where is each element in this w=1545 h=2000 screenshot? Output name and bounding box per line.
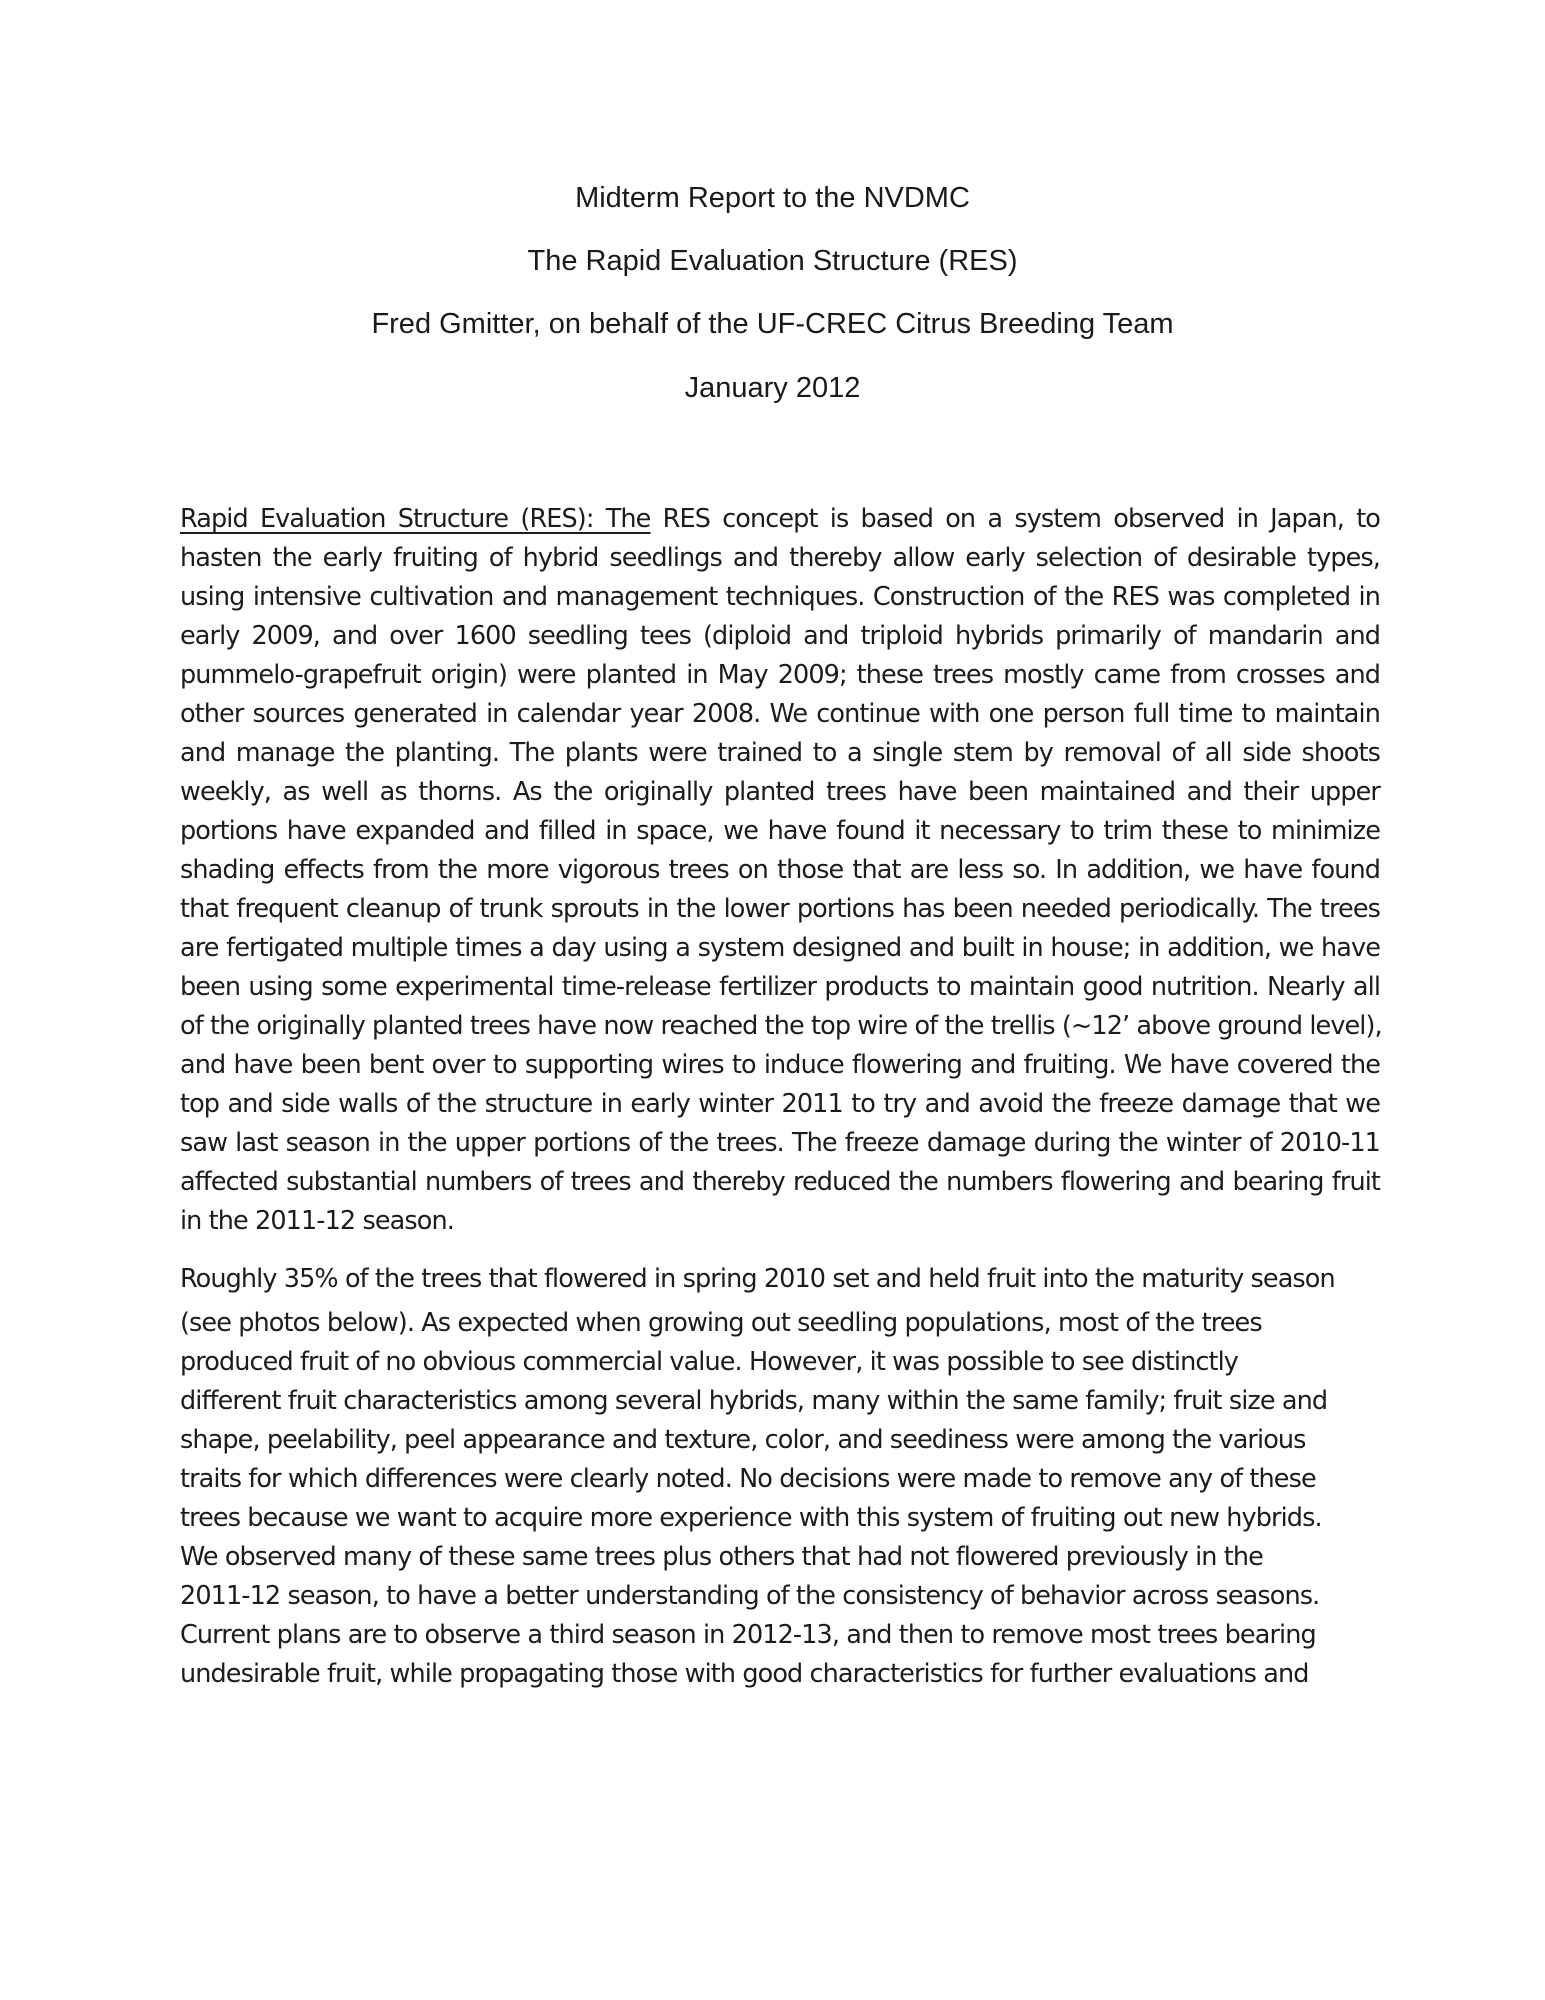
paragraph-line: that frequent cleanup of trunk sprouts in the lower portions has been needed periodically. The trees bbox=[180, 894, 1380, 924]
report-date: January 2012 bbox=[684, 372, 861, 404]
paragraph-line: hasten the early fruiting of hybrid seedlings and thereby allow early selection of desirable types, bbox=[180, 543, 1380, 573]
paragraph-line: are fertigated multiple times a day using a system designed and built in house; in addition, we have bbox=[180, 933, 1380, 963]
report-title: Midterm Report to the NVDMC bbox=[575, 182, 970, 214]
paragraph-line: traits for which differences were clearly noted. No decisions were made to remove any of these bbox=[180, 1464, 1316, 1494]
paragraph-line: produced fruit of no obvious commercial value. However, it was possible to see distinctly bbox=[180, 1347, 1238, 1377]
paragraph-line: affected substantial numbers of trees and thereby reduced the numbers flowering and bearing fruit bbox=[180, 1167, 1380, 1197]
paragraph-line: and manage the planting. The plants were trained to a single stem by removal of all side shoots bbox=[180, 738, 1380, 768]
paragraph-line: saw last season in the upper portions of the trees. The freeze damage during the winter of 2010-11 bbox=[180, 1128, 1380, 1158]
paragraph-line: trees because we want to acquire more experience with this system of fruiting out new hybrids. bbox=[180, 1503, 1322, 1533]
paragraph-line: been using some experimental time-release fertilizer products to maintain good nutrition. Nearly all bbox=[180, 972, 1380, 1002]
paragraph-line: in the 2011-12 season. bbox=[180, 1206, 454, 1236]
paragraph-line: Rapid Evaluation Structure (RES): The RES concept is based on a system observed in Japan, to bbox=[180, 504, 1381, 534]
paragraph-line: shading effects from the more vigorous trees on those that are less so. In addition, we have found bbox=[180, 855, 1380, 885]
paragraph-line: of the originally planted trees have now reached the top wire of the trellis (~12’ above ground level), bbox=[180, 1011, 1382, 1041]
paragraph-line: Roughly 35% of the trees that flowered in spring 2010 set and held fruit into the maturity season bbox=[180, 1264, 1335, 1294]
paragraph-line: shape, peelability, peel appearance and texture, color, and seediness were among the various bbox=[180, 1425, 1306, 1455]
report-subtitle: The Rapid Evaluation Structure (RES) bbox=[527, 245, 1018, 277]
paragraph-line: weekly, as well as thorns. As the originally planted trees have been maintained and their upper bbox=[180, 777, 1380, 807]
paragraph-line: other sources generated in calendar year 2008. We continue with one person full time to maintain bbox=[180, 699, 1380, 729]
paragraph-line: Current plans are to observe a third season in 2012-13, and then to remove most trees bearing bbox=[180, 1620, 1316, 1650]
paragraph-line: 2011-12 season, to have a better understanding of the consistency of behavior across seasons. bbox=[180, 1581, 1320, 1611]
paragraph-line: undesirable fruit, while propagating those with good characteristics for further evaluations and bbox=[180, 1659, 1309, 1689]
paragraph-line: using intensive cultivation and management techniques. Construction of the RES was completed in bbox=[180, 582, 1380, 612]
paragraph-line: early 2009, and over 1600 seedling tees (diploid and triploid hybrids primarily of mandarin and bbox=[180, 621, 1380, 651]
report-author: Fred Gmitter, on behalf of the UF-CREC Citrus Breeding Team bbox=[371, 308, 1174, 340]
paragraph-line: (see photos below). As expected when growing out seedling populations, most of the trees bbox=[180, 1308, 1262, 1338]
paragraph-line: pummelo-grapefruit origin) were planted in May 2009; these trees mostly came from crosses and bbox=[180, 660, 1380, 690]
paragraph-line: and have been bent over to supporting wires to induce flowering and fruiting. We have covered the bbox=[180, 1050, 1380, 1080]
paragraph-line: different fruit characteristics among several hybrids, many within the same family; fruit size and bbox=[180, 1386, 1328, 1416]
section-heading: Rapid Evaluation Structure (RES): The bbox=[180, 504, 651, 534]
paragraph-line: top and side walls of the structure in early winter 2011 to try and avoid the freeze damage that we bbox=[180, 1089, 1380, 1119]
paragraph-line: We observed many of these same trees plus others that had not flowered previously in the bbox=[180, 1542, 1263, 1572]
paragraph-line: portions have expanded and filled in space, we have found it necessary to trim these to minimize bbox=[180, 816, 1380, 846]
